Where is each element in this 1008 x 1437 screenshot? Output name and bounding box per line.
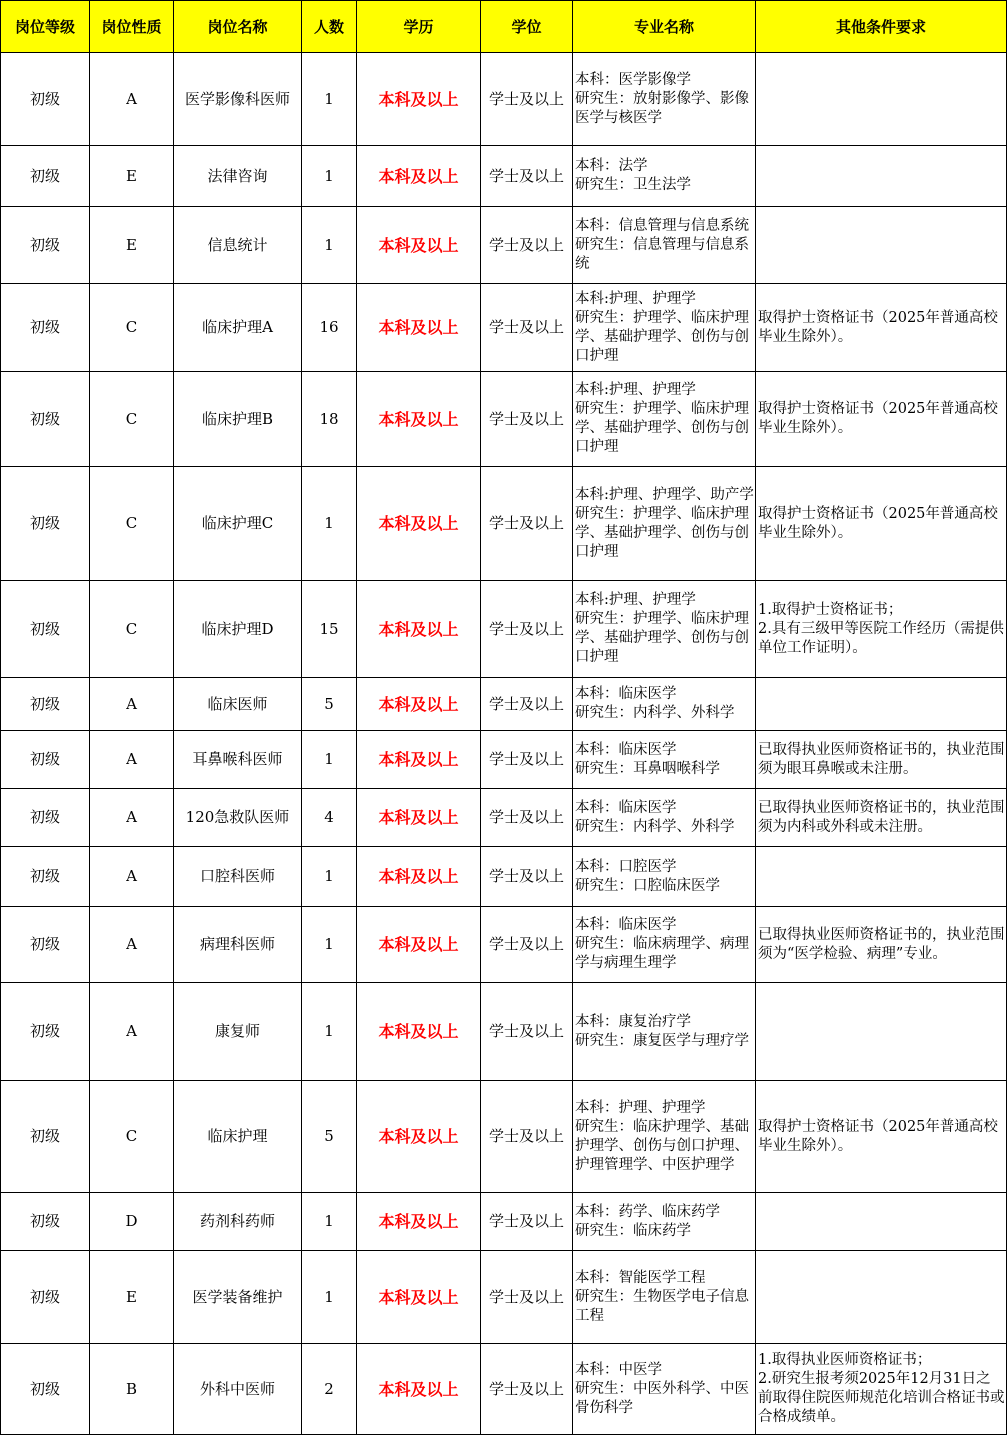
education-cell: 本科及以上	[357, 284, 481, 372]
major-line: 研究生：耳鼻咽喉科学	[575, 760, 720, 777]
other-requirements-cell	[756, 731, 1007, 789]
degree-cell: 学士及以上	[481, 731, 573, 789]
major-line: 本科：智能医学工程	[575, 1269, 706, 1286]
requirement-line: 取得护士资格证书（2025年普通高校毕业生除外）。	[758, 505, 998, 541]
education-cell: 本科及以上	[357, 847, 481, 907]
major-line: 本科:护理、护理学、助产学	[575, 486, 754, 503]
major-line: 研究生：护理学、临床护理学、基础护理学、创伤与创口护理	[575, 505, 749, 560]
major-cell	[573, 907, 756, 983]
position-name-cell: 临床护理C	[174, 467, 302, 581]
major-line: 本科:护理、护理学	[575, 382, 696, 398]
major-cell	[573, 731, 756, 789]
major-cell	[573, 847, 756, 907]
level-cell: 初级	[1, 1081, 90, 1193]
requirement-line: 1.取得护士资格证书；	[758, 601, 903, 618]
nature-cell: C	[90, 1081, 174, 1193]
degree-cell: 学士及以上	[481, 789, 573, 847]
position-name-cell: 信息统计	[174, 207, 302, 284]
major-line: 本科：医学影像学	[575, 71, 691, 88]
position-name-cell: 临床医师	[174, 678, 302, 731]
count-cell: 5	[302, 1081, 357, 1193]
requirement-line: 取得护士资格证书（2025年普通高校毕业生除外）。	[758, 401, 998, 436]
major-line: 本科：临床医学	[575, 741, 677, 758]
table-row	[1, 678, 1007, 731]
nature-cell: D	[90, 1193, 174, 1251]
major-line: 本科：康复治疗学	[575, 1013, 691, 1030]
count-cell: 1	[302, 731, 357, 789]
major-line: 本科：信息管理与信息系统	[575, 217, 749, 234]
position-name-cell: 病理科医师	[174, 907, 302, 983]
education-cell: 本科及以上	[357, 53, 481, 146]
count-cell: 1	[302, 207, 357, 284]
level-cell: 初级	[1, 907, 90, 983]
major-cell	[573, 581, 756, 678]
other-requirements-cell	[756, 284, 1007, 372]
position-name-cell: 临床护理B	[174, 372, 302, 467]
position-name-cell: 法律咨询	[174, 146, 302, 207]
major-line: 本科：药学、临床药学	[575, 1203, 720, 1220]
header-count: 人数	[302, 1, 357, 53]
major-line: 研究生：内科学、外科学	[575, 818, 735, 835]
major-line: 研究生：卫生法学	[575, 177, 691, 193]
major-line: 研究生：康复医学与理疗学	[575, 1032, 749, 1049]
position-name-cell: 医学装备维护	[174, 1251, 302, 1344]
other-requirements-cell	[756, 1081, 1007, 1193]
major-line: 研究生：中医外科学、中医骨伤科学	[575, 1380, 749, 1416]
major-line: 研究生：内科学、外科学	[575, 705, 735, 721]
nature-cell: C	[90, 467, 174, 581]
header-level: 岗位等级	[1, 1, 90, 53]
level-cell: 初级	[1, 581, 90, 678]
degree-cell: 学士及以上	[481, 678, 573, 731]
major-line: 研究生：护理学、临床护理学、基础护理学、创伤与创口护理	[575, 309, 749, 364]
nature-cell: A	[90, 678, 174, 731]
major-cell	[573, 207, 756, 284]
other-requirements-cell	[756, 907, 1007, 983]
table-row	[1, 1081, 1007, 1193]
level-cell: 初级	[1, 53, 90, 146]
degree-cell: 学士及以上	[481, 53, 573, 146]
nature-cell: A	[90, 983, 174, 1081]
degree-cell: 学士及以上	[481, 1251, 573, 1344]
table-row	[1, 731, 1007, 789]
table-row	[1, 789, 1007, 847]
table-row	[1, 1344, 1007, 1435]
degree-cell: 学士及以上	[481, 1193, 573, 1251]
other-requirements-cell	[756, 678, 1007, 731]
requirement-line: 已取得执业医师资格证书的，执业范围须为内科或外科或未注册。	[758, 799, 1005, 835]
table-row	[1, 284, 1007, 372]
requirement-line: 2.具有三级甲等医院工作经历（需提供单位工作证明）。	[758, 620, 1004, 656]
nature-cell: E	[90, 207, 174, 284]
header-position-name: 岗位名称	[174, 1, 302, 53]
education-cell: 本科及以上	[357, 678, 481, 731]
position-name-cell: 120急救队医师	[174, 789, 302, 847]
level-cell: 初级	[1, 146, 90, 207]
requirement-line: 已取得执业医师资格证书的，执业范围须为“医学检验、病理”专业。	[758, 926, 1005, 962]
nature-cell: E	[90, 1251, 174, 1344]
major-line: 研究生：护理学、临床护理学、基础护理学、创伤与创口护理	[575, 401, 749, 455]
education-cell: 本科及以上	[357, 372, 481, 467]
nature-cell: A	[90, 731, 174, 789]
requirement-line: 1.取得执业医师资格证书；	[758, 1352, 932, 1368]
education-cell: 本科及以上	[357, 731, 481, 789]
table-row	[1, 146, 1007, 207]
requirement-line: 已取得执业医师资格证书的，执业范围须为眼耳鼻喉或未注册。	[758, 741, 1005, 777]
other-requirements-cell	[756, 146, 1007, 207]
position-name-cell: 医学影像科医师	[174, 53, 302, 146]
count-cell: 1	[302, 53, 357, 146]
nature-cell: A	[90, 907, 174, 983]
level-cell: 初级	[1, 207, 90, 284]
level-cell: 初级	[1, 1193, 90, 1251]
table-row	[1, 983, 1007, 1081]
other-requirements-cell	[756, 207, 1007, 284]
other-requirements-cell	[756, 581, 1007, 678]
degree-cell: 学士及以上	[481, 847, 573, 907]
major-line: 研究生：生物医学电子信息工程	[575, 1288, 749, 1324]
count-cell: 2	[302, 1344, 357, 1435]
major-line: 本科：临床医学	[575, 917, 677, 933]
other-requirements-cell	[756, 1344, 1007, 1435]
other-requirements-cell	[756, 847, 1007, 907]
header-education: 学历	[357, 1, 481, 53]
major-cell	[573, 1081, 756, 1193]
count-cell: 1	[302, 847, 357, 907]
major-cell	[573, 789, 756, 847]
education-cell: 本科及以上	[357, 1251, 481, 1344]
requirement-line: 2.研究生报考须2025年12月31日之前取得住院医师规范化培训合格证书或合格成绩单。	[758, 1371, 1005, 1425]
position-name-cell: 外科中医师	[174, 1344, 302, 1435]
major-cell	[573, 146, 756, 207]
level-cell: 初级	[1, 284, 90, 372]
count-cell: 1	[302, 1251, 357, 1344]
major-line: 本科：口腔医学	[575, 858, 677, 875]
header-degree: 学位	[481, 1, 573, 53]
table-row	[1, 581, 1007, 678]
header-row	[1, 1, 1007, 53]
other-requirements-cell	[756, 983, 1007, 1081]
degree-cell: 学士及以上	[481, 1081, 573, 1193]
education-cell: 本科及以上	[357, 467, 481, 581]
major-cell	[573, 467, 756, 581]
count-cell: 15	[302, 581, 357, 678]
nature-cell: C	[90, 284, 174, 372]
nature-cell: B	[90, 1344, 174, 1435]
degree-cell: 学士及以上	[481, 146, 573, 207]
major-cell	[573, 1251, 756, 1344]
major-line: 研究生：口腔临床医学	[575, 877, 720, 894]
nature-cell: C	[90, 581, 174, 678]
major-cell	[573, 284, 756, 372]
nature-cell: A	[90, 53, 174, 146]
education-cell: 本科及以上	[357, 789, 481, 847]
position-name-cell: 临床护理D	[174, 581, 302, 678]
major-cell	[573, 372, 756, 467]
education-cell: 本科及以上	[357, 983, 481, 1081]
education-cell: 本科及以上	[357, 207, 481, 284]
major-line: 本科：护理、护理学	[575, 1099, 706, 1116]
degree-cell: 学士及以上	[481, 907, 573, 983]
other-requirements-cell	[756, 1193, 1007, 1251]
major-line: 本科：临床医学	[575, 686, 677, 702]
degree-cell: 学士及以上	[481, 581, 573, 678]
major-cell	[573, 1193, 756, 1251]
major-cell	[573, 1344, 756, 1435]
position-name-cell: 药剂科药师	[174, 1193, 302, 1251]
other-requirements-cell	[756, 467, 1007, 581]
level-cell: 初级	[1, 847, 90, 907]
level-cell: 初级	[1, 731, 90, 789]
table-row	[1, 207, 1007, 284]
position-name-cell: 临床护理	[174, 1081, 302, 1193]
other-requirements-cell	[756, 372, 1007, 467]
major-line: 本科：中医学	[575, 1361, 662, 1378]
requirement-line: 取得护士资格证书（2025年普通高校毕业生除外）。	[758, 1118, 998, 1154]
other-requirements-cell	[756, 789, 1007, 847]
nature-cell: A	[90, 789, 174, 847]
level-cell: 初级	[1, 789, 90, 847]
level-cell: 初级	[1, 678, 90, 731]
major-line: 本科:护理、护理学	[575, 290, 696, 307]
count-cell: 5	[302, 678, 357, 731]
major-line: 研究生：临床病理学、病理学与病理生理学	[575, 936, 749, 971]
count-cell: 4	[302, 789, 357, 847]
degree-cell: 学士及以上	[481, 983, 573, 1081]
education-cell: 本科及以上	[357, 1193, 481, 1251]
education-cell: 本科及以上	[357, 1081, 481, 1193]
level-cell: 初级	[1, 1251, 90, 1344]
major-line: 研究生：放射影像学、影像医学与核医学	[575, 90, 749, 126]
major-line: 研究生：临床药学	[575, 1222, 691, 1239]
table-row	[1, 53, 1007, 146]
table-row	[1, 1251, 1007, 1344]
position-name-cell: 康复师	[174, 983, 302, 1081]
education-cell: 本科及以上	[357, 907, 481, 983]
major-line: 本科：法学	[575, 158, 648, 174]
major-cell	[573, 983, 756, 1081]
table-row	[1, 847, 1007, 907]
table-row	[1, 907, 1007, 983]
level-cell: 初级	[1, 1344, 90, 1435]
header-other: 其他条件要求	[756, 1, 1007, 53]
major-line: 研究生：护理学、临床护理学、基础护理学、创伤与创口护理	[575, 611, 749, 665]
education-cell: 本科及以上	[357, 1344, 481, 1435]
nature-cell: C	[90, 372, 174, 467]
table-row	[1, 372, 1007, 467]
table-row	[1, 467, 1007, 581]
degree-cell: 学士及以上	[481, 372, 573, 467]
position-name-cell: 耳鼻喉科医师	[174, 731, 302, 789]
education-cell: 本科及以上	[357, 581, 481, 678]
major-line: 研究生：临床护理学、基础护理学、创伤与创口护理、护理管理学、中医护理学	[575, 1118, 749, 1173]
major-line: 本科：临床医学	[575, 799, 677, 816]
level-cell: 初级	[1, 372, 90, 467]
nature-cell: A	[90, 847, 174, 907]
level-cell: 初级	[1, 467, 90, 581]
major-line: 研究生：信息管理与信息系统	[575, 236, 749, 272]
count-cell: 1	[302, 907, 357, 983]
degree-cell: 学士及以上	[481, 207, 573, 284]
count-cell: 18	[302, 372, 357, 467]
other-requirements-cell	[756, 53, 1007, 146]
degree-cell: 学士及以上	[481, 467, 573, 581]
major-line: 本科:护理、护理学	[575, 592, 696, 608]
major-cell	[573, 53, 756, 146]
header-major: 专业名称	[573, 1, 756, 53]
nature-cell: E	[90, 146, 174, 207]
count-cell: 1	[302, 983, 357, 1081]
level-cell: 初级	[1, 983, 90, 1081]
major-cell	[573, 678, 756, 731]
degree-cell: 学士及以上	[481, 284, 573, 372]
header-nature: 岗位性质	[90, 1, 174, 53]
requirement-line: 取得护士资格证书（2025年普通高校毕业生除外）。	[758, 309, 998, 345]
count-cell: 16	[302, 284, 357, 372]
degree-cell: 学士及以上	[481, 1344, 573, 1435]
position-name-cell: 口腔科医师	[174, 847, 302, 907]
table-row	[1, 1193, 1007, 1251]
count-cell: 1	[302, 467, 357, 581]
count-cell: 1	[302, 146, 357, 207]
other-requirements-cell	[756, 1251, 1007, 1344]
count-cell: 1	[302, 1193, 357, 1251]
position-name-cell: 临床护理A	[174, 284, 302, 372]
education-cell: 本科及以上	[357, 146, 481, 207]
